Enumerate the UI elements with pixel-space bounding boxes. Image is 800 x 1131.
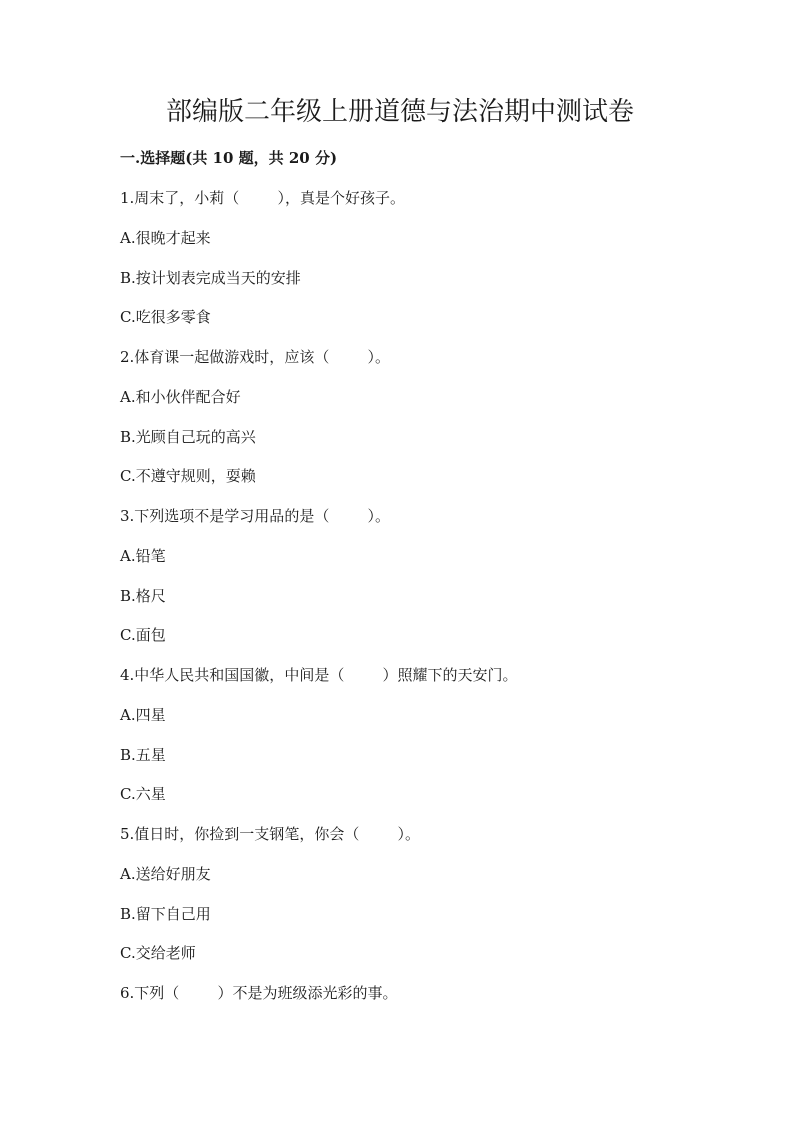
option-text: C.吃很多零食	[120, 308, 211, 327]
option-text: B.五星	[120, 745, 166, 764]
option-text: C.面包	[120, 626, 166, 645]
option-text: C.六星	[120, 785, 166, 804]
option-text: B.按计划表完成当天的安排	[120, 268, 301, 287]
question-stem: 1.周末了，小莉（ ），真是个好孩子。	[120, 189, 405, 207]
option-text: A.铅笔	[120, 546, 166, 565]
option-text: C.交给老师	[120, 944, 196, 963]
option-text: A.很晚才起来	[120, 228, 211, 247]
question-stem: 4.中华人民共和国国徽，中间是（ ）照耀下的天安门。	[120, 666, 518, 684]
option-text: C.不遵守规则，耍赖	[120, 467, 256, 486]
option-text: A.送给好朋友	[120, 864, 211, 883]
option-text: B.光顾自己玩的高兴	[120, 427, 256, 446]
section-heading: 一.选择题(共 10 题，共 20 分)	[120, 149, 338, 167]
question-list	[120, 180, 720, 1015]
question-stem: 2.体育课一起做游戏时，应该（ ）。	[120, 348, 390, 366]
option-text: A.四星	[120, 705, 166, 724]
option-text: A.和小伙伴配合好	[120, 387, 241, 406]
option-text: B.格尺	[120, 586, 166, 605]
option-text: B.留下自己用	[120, 904, 211, 923]
question-stem: 3.下列选项不是学习用品的是（ ）。	[120, 507, 390, 525]
question-stem: 6.下列（ ）不是为班级添光彩的事。	[120, 984, 398, 1002]
exam-title: 部编版二年级上册道德与法治期中测试卷	[165, 97, 634, 127]
question-stem: 5.值日时，你捡到一支钢笔，你会（ ）。	[120, 825, 420, 843]
